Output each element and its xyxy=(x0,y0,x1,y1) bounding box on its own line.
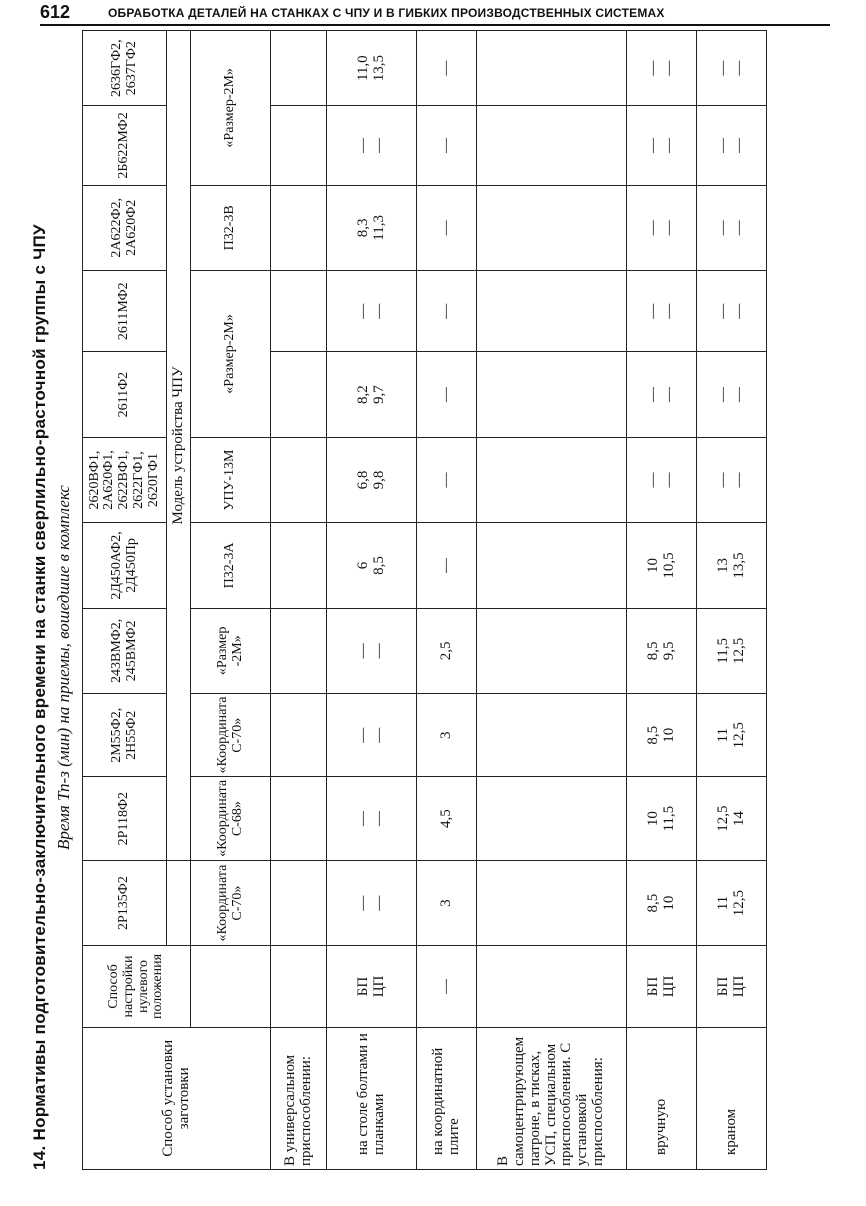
value-cell xyxy=(271,271,327,352)
cnc-model: «Координата С-70» xyxy=(191,860,271,945)
row-label: В универсальном приспособлении: xyxy=(271,1027,327,1169)
zero-method-cell xyxy=(477,946,627,1027)
value-cell: — — xyxy=(697,31,767,106)
machine-header: 2620ВФ1, 2А620Ф1, 2622ВФ1, 2622ГФ1, 2620ГФ1 xyxy=(83,437,167,522)
machine-header: 2Р118Ф2 xyxy=(83,777,167,860)
value-cell: — xyxy=(417,31,477,106)
value-cell: — — xyxy=(627,271,697,352)
value-cell: — — xyxy=(697,352,767,437)
value-cell: 3 xyxy=(417,694,477,777)
cnc-model: «Координата С-70» xyxy=(191,694,271,777)
value-cell xyxy=(271,106,327,185)
cnc-group-spacer xyxy=(167,860,191,945)
header-rule xyxy=(40,24,830,26)
machine-header: 2636ГФ2, 2637ГФ2 xyxy=(83,31,167,106)
value-cell: — — xyxy=(627,352,697,437)
value-cell xyxy=(477,185,627,270)
zero-header-spacer xyxy=(191,946,271,1027)
running-title: ОБРАБОТКА ДЕТАЛЕЙ НА СТАНКАХ С ЧПУ И В ГИБКИХ ПРОИЗВОДСТВЕННЫХ СИСТЕМАХ xyxy=(108,6,665,20)
value-cell: — — xyxy=(327,777,417,860)
value-cell: 11 12,5 xyxy=(697,860,767,945)
machine-header: 2А622Ф2, 2А620Ф2 xyxy=(83,185,167,270)
table-row xyxy=(417,31,477,1170)
value-cell: 2,5 xyxy=(417,608,477,693)
value-cell: 11,0 13,5 xyxy=(327,31,417,106)
value-cell xyxy=(477,31,627,106)
value-cell: 6,8 9,8 xyxy=(327,437,417,522)
value-cell: — xyxy=(417,271,477,352)
value-cell xyxy=(271,777,327,860)
machine-header: 2Д450АФ2, 2Д450Пр xyxy=(83,523,167,608)
value-cell: — xyxy=(417,106,477,185)
value-cell xyxy=(477,860,627,945)
table-row xyxy=(271,31,327,1170)
row-label: на координатной плите xyxy=(417,1027,477,1169)
machine-header: 2611МФ2 xyxy=(83,271,167,352)
value-cell xyxy=(271,608,327,693)
value-cell: — — xyxy=(627,106,697,185)
value-cell: — — xyxy=(327,608,417,693)
cnc-model: «Размер-2М» xyxy=(191,31,271,186)
machine-header: 2Р135Ф2 xyxy=(83,860,167,945)
value-cell xyxy=(477,106,627,185)
value-cell xyxy=(271,694,327,777)
value-cell: 8,2 9,7 xyxy=(327,352,417,437)
norms-table xyxy=(82,30,767,1170)
machine-header: 2М55Ф2, 2Н55Ф2 xyxy=(83,694,167,777)
cnc-model: П32-3В xyxy=(191,185,271,270)
value-cell xyxy=(477,523,627,608)
value-cell: 10 11,5 xyxy=(627,777,697,860)
cnc-model: «Размер -2М» xyxy=(191,608,271,693)
zero-method-cell xyxy=(271,946,327,1027)
cnc-model: «Координата С-68» xyxy=(191,777,271,860)
value-cell: 3 xyxy=(417,860,477,945)
value-cell xyxy=(477,777,627,860)
table-row xyxy=(327,31,417,1170)
col-install-header: Способ установки заготовки xyxy=(83,1027,271,1169)
value-cell xyxy=(477,608,627,693)
table-subtitle: Время Тп-з (мин) на приемы, вошедшие в комплекс xyxy=(54,485,73,850)
cnc-group-header: Модель устройства ЧПУ xyxy=(167,31,191,861)
value-cell: — — xyxy=(327,106,417,185)
value-cell: 8,5 9,5 xyxy=(627,608,697,693)
value-cell xyxy=(271,352,327,437)
table-row xyxy=(697,31,767,1170)
rotated-table-block xyxy=(30,30,830,1170)
value-cell: 11 12,5 xyxy=(697,694,767,777)
value-cell: — xyxy=(417,437,477,522)
table-row xyxy=(477,31,627,1170)
cnc-model: П32-3А xyxy=(191,523,271,608)
value-cell: — — xyxy=(627,437,697,522)
row-label: краном xyxy=(697,1027,767,1169)
table-row xyxy=(627,31,697,1170)
value-cell: 8,3 11,3 xyxy=(327,185,417,270)
table-title: 14. Нормативы подготовительно-заключительного времени на станки сверлильно-расточной группы с ЧПУ xyxy=(30,224,49,1170)
value-cell xyxy=(271,860,327,945)
machine-header: 2Б622МФ2 xyxy=(83,106,167,185)
value-cell: — — xyxy=(327,271,417,352)
cnc-model: УПУ-13М xyxy=(191,437,271,522)
value-cell: 6 8,5 xyxy=(327,523,417,608)
value-cell: — xyxy=(417,352,477,437)
value-cell xyxy=(477,271,627,352)
value-cell xyxy=(271,523,327,608)
machine-header: 243ВМФ2, 245ВМФ2 xyxy=(83,608,167,693)
value-cell: — — xyxy=(697,106,767,185)
value-cell: — — xyxy=(697,185,767,270)
zero-method-cell: БП ЦП xyxy=(327,946,417,1027)
table-body xyxy=(271,31,767,1170)
value-cell xyxy=(477,694,627,777)
row-label: В самоцентрирующем патроне, в тисках, УСП, специальном приспособлении. С установкой приспособления: xyxy=(477,1027,627,1169)
row-label: на столе болтами и планками xyxy=(327,1027,417,1169)
value-cell: — — xyxy=(327,860,417,945)
value-cell: — xyxy=(417,523,477,608)
col-zero-header: Способ настройки нулевого положения xyxy=(83,946,191,1027)
value-cell: — — xyxy=(627,185,697,270)
page-header xyxy=(40,2,830,24)
value-cell: — — xyxy=(697,271,767,352)
value-cell xyxy=(271,437,327,522)
value-cell: — — xyxy=(627,31,697,106)
cnc-model: «Размер-2М» xyxy=(191,271,271,438)
value-cell: 10 10,5 xyxy=(627,523,697,608)
value-cell: 4,5 xyxy=(417,777,477,860)
value-cell xyxy=(477,352,627,437)
machine-header: 2611Ф2 xyxy=(83,352,167,437)
value-cell: — — xyxy=(327,694,417,777)
value-cell: — xyxy=(417,185,477,270)
zero-method-cell: — xyxy=(417,946,477,1027)
zero-method-cell: БП ЦП xyxy=(697,946,767,1027)
value-cell: 8,5 10 xyxy=(627,694,697,777)
row-label: вручную xyxy=(627,1027,697,1169)
value-cell xyxy=(271,185,327,270)
value-cell: 13 13,5 xyxy=(697,523,767,608)
value-cell: 8,5 10 xyxy=(627,860,697,945)
value-cell: 11,5 12,5 xyxy=(697,608,767,693)
value-cell xyxy=(477,437,627,522)
zero-method-cell: БП ЦП xyxy=(627,946,697,1027)
value-cell: 12,5 14 xyxy=(697,777,767,860)
page-number: 612 xyxy=(40,2,71,22)
value-cell xyxy=(271,31,327,106)
value-cell: — — xyxy=(697,437,767,522)
